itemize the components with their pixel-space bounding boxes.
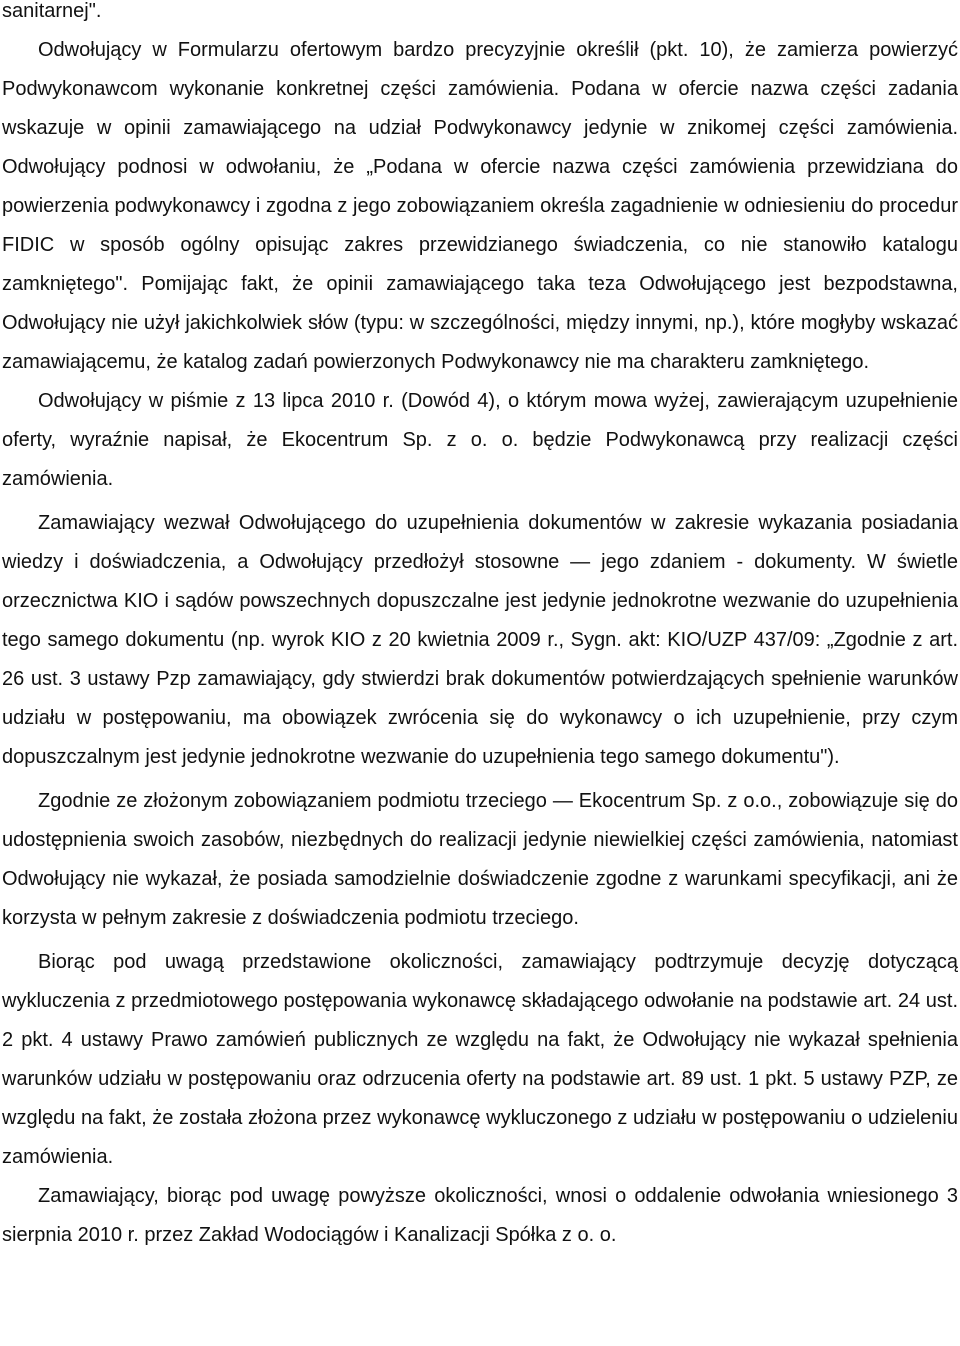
paragraph-fragment: sanitarnej". (2, 0, 102, 22)
paragraph: Zamawiający, biorąc pod uwagę powyższe okoliczności, wnosi o oddalenie odwołania wniesionego 3 sierpnia 2010 r. przez Zakład Wodociągów i Kanalizacji Spółka z o. o. (2, 1185, 958, 1246)
paragraph: Biorąc pod uwagą przedstawione okoliczności, zamawiający podtrzymuje decyzję dotyczącą wykluczenia z przedmiotowego postępowania wykonawcę składającego odwołanie na podstawie art. 24 ust. 2 pkt. 4 ustawy Prawo zamówień publicznych ze względu na fakt, że Odwołujący nie wykazał spełnienia warunków udziału w postępowaniu oraz odrzucenia oferty na podstawie art. 89 ust. 1 pkt. 5 ustawy PZP, ze względu na fakt, że została złożona przez wykonawcę wykluczonego z udziału w postępowaniu o udzieleniu zamówienia. (2, 951, 958, 1168)
paragraph: Zamawiający wezwał Odwołującego do uzupełnienia dokumentów w zakresie wykazania posiadania wiedzy i doświadczenia, a Odwołujący przedłożył stosowne — jego zdaniem - dokumenty. W świetle orzecznictwa KIO i sądów powszechnych dopuszczalne jest jedynie jednokrotne wezwanie do uzupełnienia tego samego dokumentu (np. wyrok KIO z 20 kwietnia 2009 r., Sygn. akt: KIO/UZP 437/09: „Zgodnie z art. 26 ust. 3 ustawy Pzp zamawiający, gdy stwierdzi brak dokumentów potwierdzających spełnienie warunków udziału w postępowaniu, ma obowiązek zwrócenia się do wykonawcy o ich uzupełnienie, przy czym dopuszczalnym jest jedynie jednokrotne wezwanie do uzupełnienia tego samego dokumentu"). (2, 512, 958, 768)
paragraph: Zgodnie ze złożonym zobowiązaniem podmiotu trzeciego — Ekocentrum Sp. z o.o., zobowiązuje się do udostępnienia swoich zasobów, niezbędnych do realizacji jedynie niewielkiej części zamówienia, natomiast Odwołujący nie wykazał, że posiada samodzielnie doświadczenie zgodne z warunkami specyfikacji, ani że korzysta w pełnym zakresie z doświadczenia podmiotu trzeciego. (2, 790, 958, 929)
paragraph: Odwołujący w piśmie z 13 lipca 2010 r. (Dowód 4), o którym mowa wyżej, zawierającym uzupełnienie oferty, wyraźnie napisał, że Ekocentrum Sp. z o. o. będzie Podwykonawcą przy realizacji części zamówienia. (2, 390, 958, 490)
paragraph: Odwołujący w Formularzu ofertowym bardzo precyzyjnie określił (pkt. 10), że zamierza powierzyć Podwykonawcom wykonanie konkretnej części zamówienia. Podana w ofercie nazwa części zadania wskazuje w opinii zamawiającego na udział Podwykonawcy jedynie w znikomej części zamówienia. Odwołujący podnosi w odwołaniu, że „Podana w ofercie nazwa części zamówienia przewidziana do powierzenia podwykonawcy i zgodna z jego zobowiązaniem określa zagadnienie w odniesieniu do procedur FIDIC w sposób ogólny opisując zakres przewidzianego świadczenia, co nie stanowiło katalogu zamkniętego". Pomijając fakt, że opinii zamawiającego taka teza Odwołującego jest bezpodstawna, Odwołujący nie użył jakichkolwiek słów (typu: w szczególności, między innymi, np.), które mogłyby wskazać zamawiającemu, że katalog zadań powierzonych Podwykonawcy nie ma charakteru zamkniętego. (2, 39, 958, 373)
